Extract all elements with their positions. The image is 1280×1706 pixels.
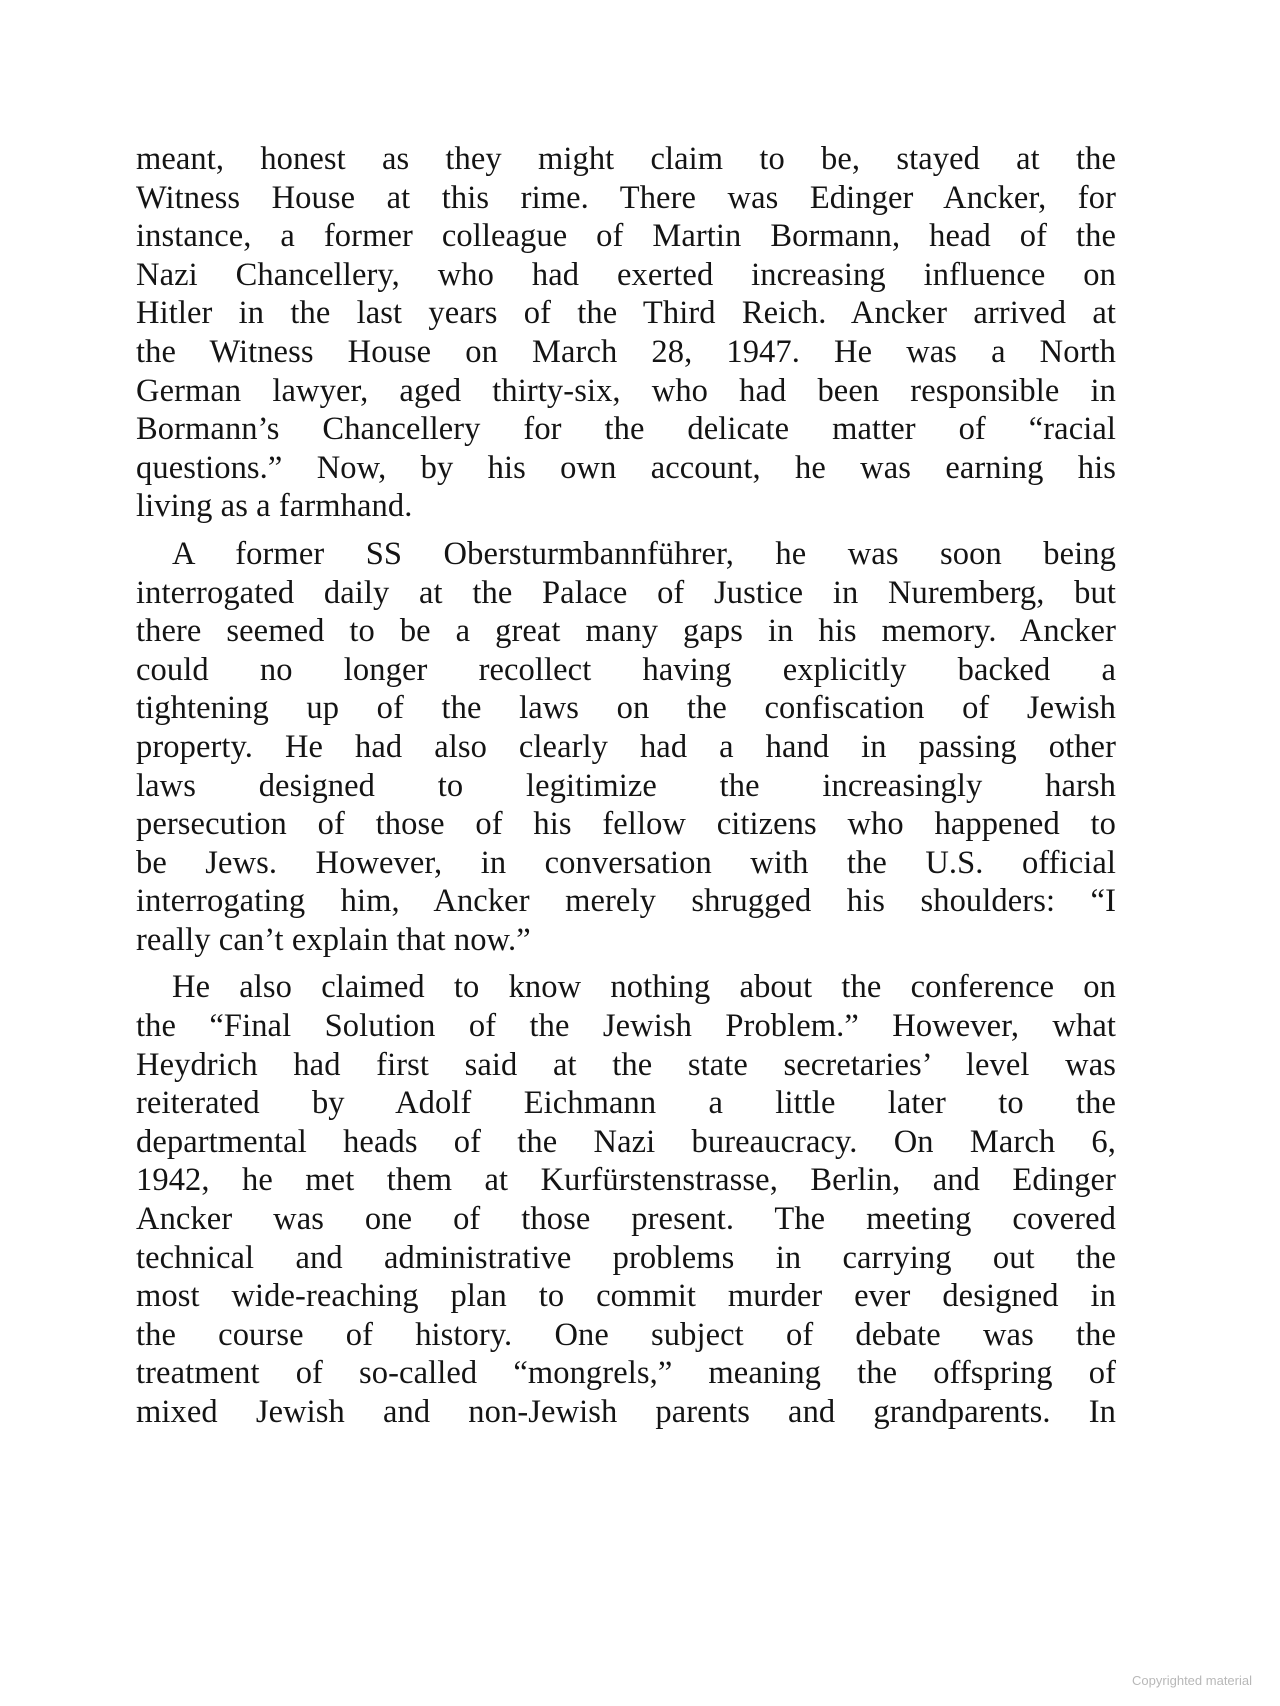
text-line: Nazi Chancellery, who had exerted increasing influence on	[136, 256, 1116, 293]
text-line: instance, a former colleague of Martin Bormann, head of the	[136, 218, 1116, 255]
text-line: mixed Jewish and non-Jewish parents and grandparents. In	[136, 1394, 1116, 1430]
paragraph	[136, 535, 1116, 960]
text-line: interrogating him, Ancker merely shrugged his shoulders: “I	[136, 883, 1116, 920]
text-line: property. He had also clearly had a hand in passing other	[136, 728, 1116, 765]
text-line: technical and administrative problems in carrying out the	[136, 1239, 1116, 1276]
book-page	[136, 140, 1116, 1441]
text-line: departmental heads of the Nazi bureaucracy. On March 6,	[136, 1123, 1116, 1160]
text-line: meant, honest as they might claim to be, stayed at the	[136, 141, 1116, 177]
text-line: Witness House at this rime. There was Edinger Ancker, for	[136, 179, 1116, 216]
text-line: really can’t explain that now.”	[136, 921, 531, 958]
text-line: laws designed to legitimize the increasingly harsh	[136, 767, 1116, 804]
text-line: the course of history. One subject of debate was the	[136, 1316, 1116, 1353]
text-line: there seemed to be a great many gaps in his memory. Ancker	[136, 613, 1116, 650]
text-line: the Witness House on March 28, 1947. He was a North	[136, 333, 1116, 370]
text-line: interrogated daily at the Palace of Justice in Nuremberg, but	[136, 574, 1116, 611]
text-line: reiterated by Adolf Eichmann a little later to the	[136, 1085, 1116, 1122]
text-line: persecution of those of his fellow citizens who happened to	[136, 806, 1116, 843]
text-line: tightening up of the laws on the confiscation of Jewish	[136, 690, 1116, 727]
text-line: Ancker was one of those present. The meeting covered	[136, 1201, 1116, 1238]
text-line: the “Final Solution of the Jewish Problem.” However, what	[136, 1008, 1116, 1045]
text-line: 1942, he met them at Kurfürstenstrasse, Berlin, and Edinger	[136, 1162, 1116, 1199]
text-line: living as a farmhand.	[136, 488, 413, 525]
text-line: Hitler in the last years of the Third Reich. Ancker arrived at	[136, 295, 1116, 332]
text-line: Bormann’s Chancellery for the delicate matter of “racial	[136, 411, 1116, 448]
paragraph	[136, 140, 1116, 526]
text-line: could no longer recollect having explicitly backed a	[136, 651, 1116, 688]
text-line: treatment of so-called “mongrels,” meaning the offspring of	[136, 1355, 1116, 1392]
text-line: He also claimed to know nothing about the conference on	[172, 969, 1116, 1006]
text-line: be Jews. However, in conversation with the U.S. official	[136, 844, 1116, 881]
text-line: questions.” Now, by his own account, he was earning his	[136, 449, 1116, 486]
text-line: A former SS Obersturmbannführer, he was soon being	[172, 535, 1116, 572]
copyright-notice: Copyrighted material	[1132, 1673, 1252, 1688]
text-line: Heydrich had first said at the state secretaries’ level was	[136, 1046, 1116, 1083]
paragraph	[136, 968, 1116, 1431]
text-line: German lawyer, aged thirty-six, who had been responsible in	[136, 372, 1116, 409]
text-line: most wide-reaching plan to commit murder ever designed in	[136, 1278, 1116, 1315]
